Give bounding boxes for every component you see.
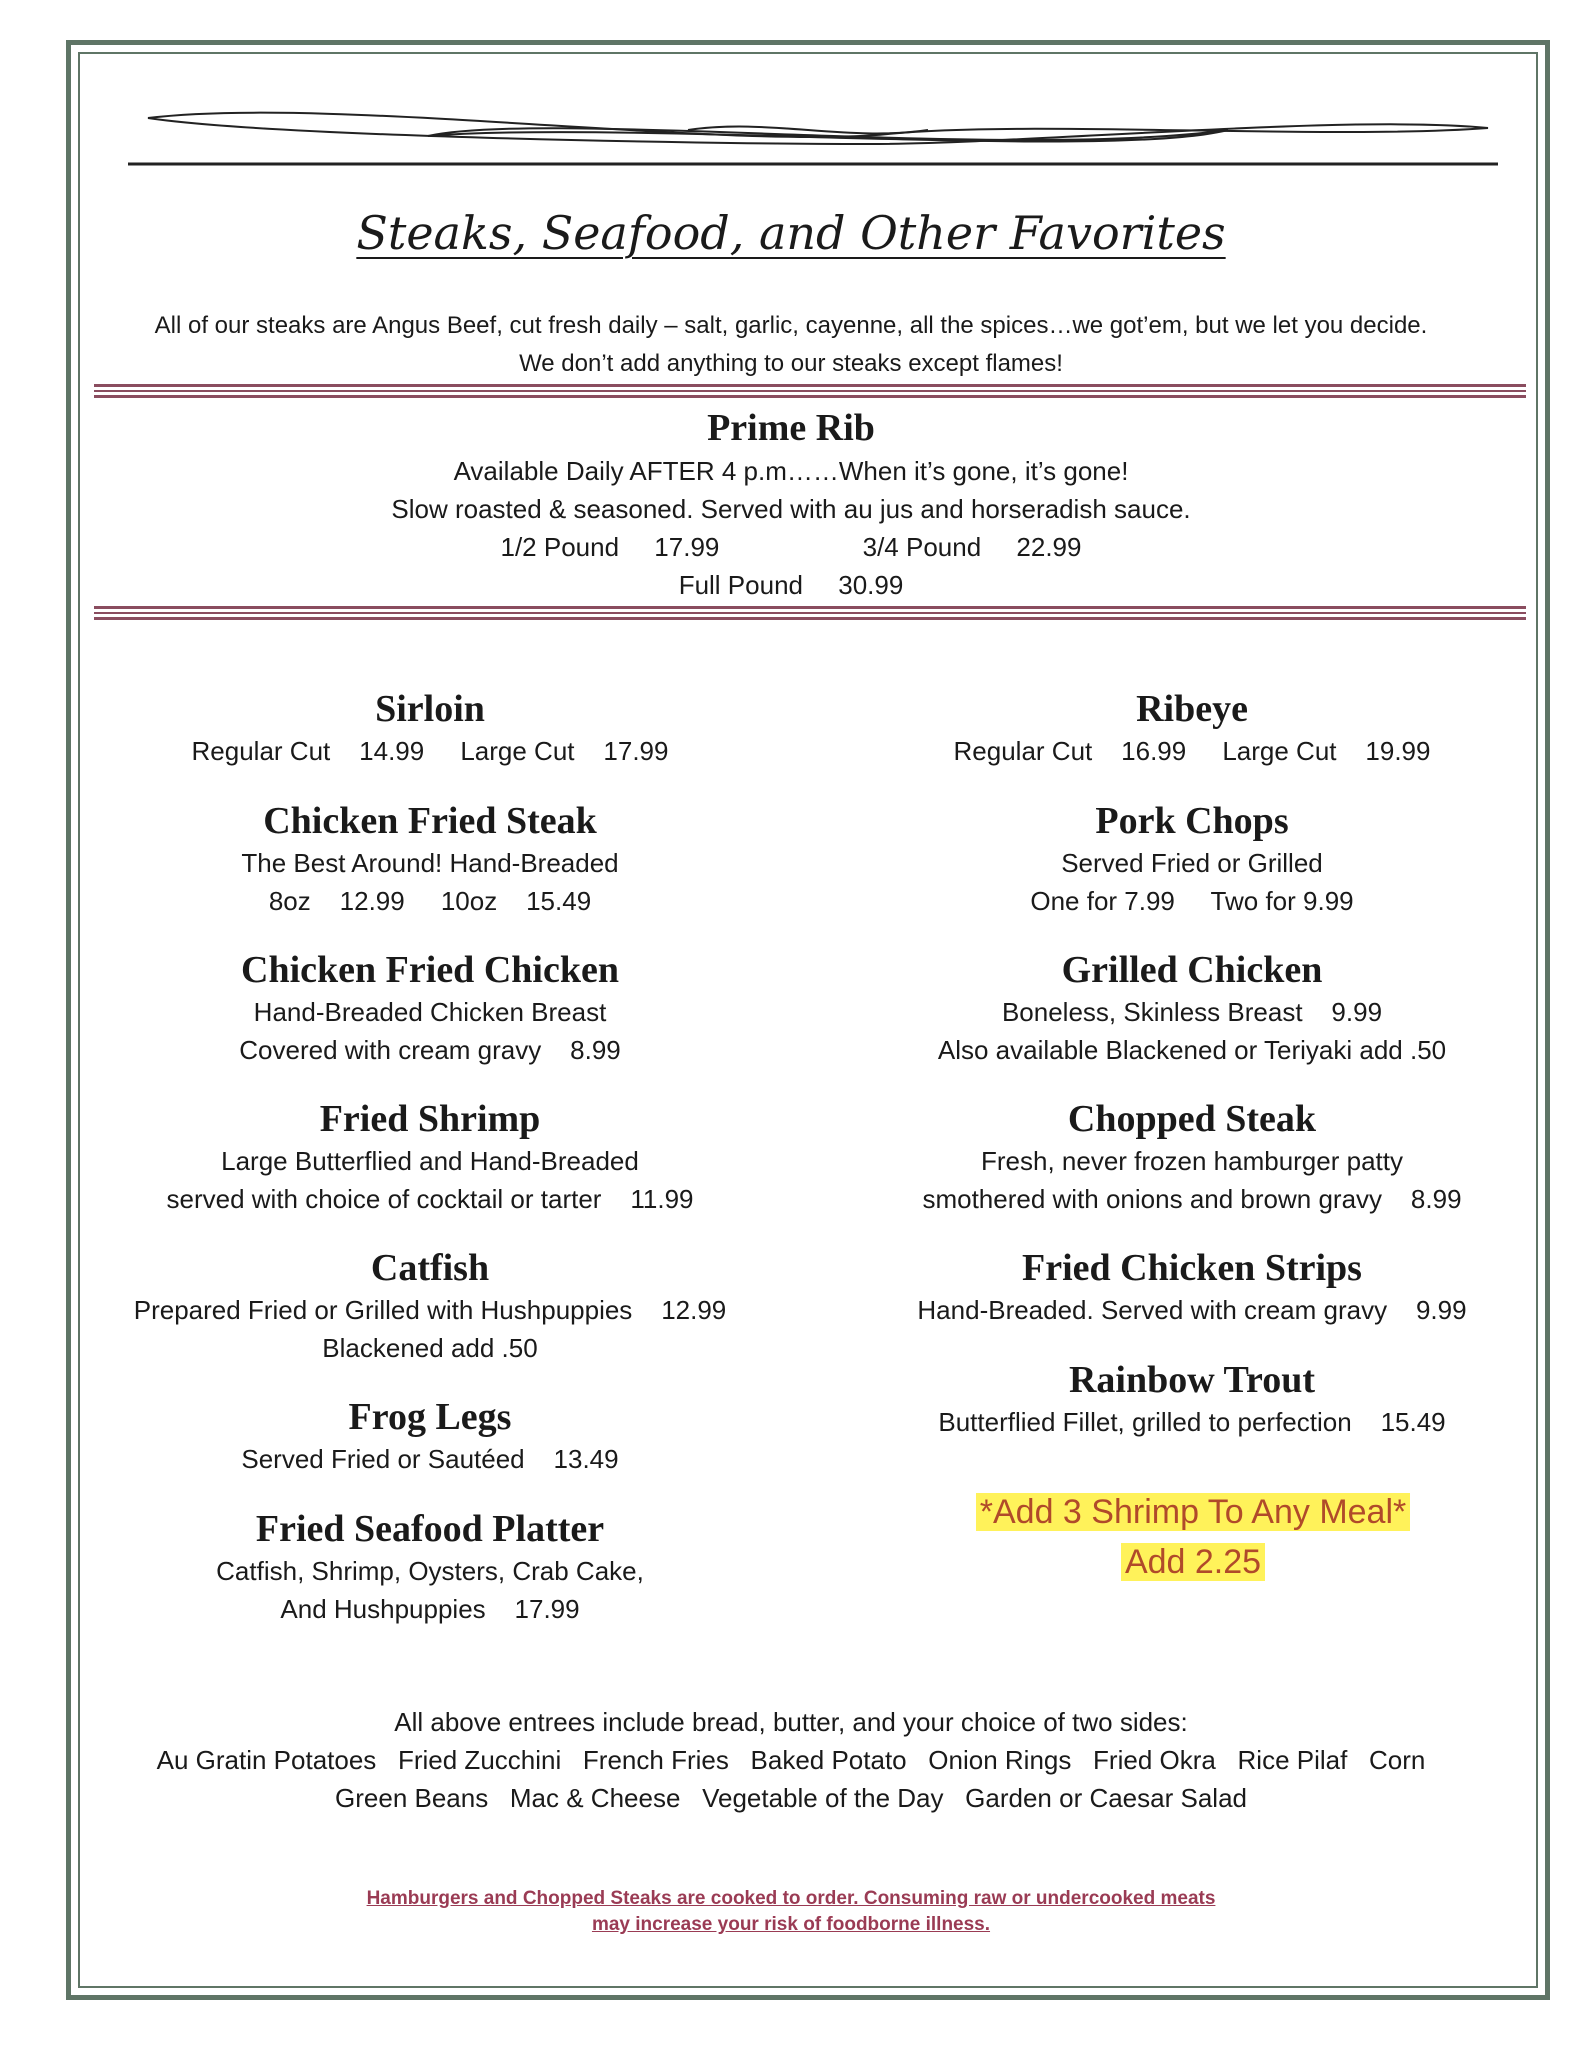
flourish-ornament <box>128 100 1498 172</box>
item-name: Frog Legs <box>348 1396 512 1438</box>
item-line: Served Fried or Sautéed 13.49 <box>241 1444 619 1474</box>
sides-intro: All above entrees include bread, butter, and your choice of two sides: <box>394 1707 1188 1737</box>
prime-rib-name: Prime Rib <box>707 407 875 449</box>
warning-line-2: may increase your risk of foodborne illness. <box>591 1914 991 1935</box>
half-pound-label: 1/2 Pound <box>500 532 620 562</box>
item-line: Also available Blackened or Teriyaki add .50 <box>937 1035 1447 1065</box>
item-name: Chopped Steak <box>1067 1098 1317 1140</box>
item-line: Served Fried or Grilled <box>1061 848 1323 878</box>
prime-rib-line-2: Slow roasted & seasoned. Served with au jus and horseradish sauce. <box>391 494 1191 524</box>
item-line: Prepared Fried or Grilled with Hushpuppies 12.99 <box>133 1295 727 1325</box>
item-name: Fried Chicken Strips <box>1022 1247 1362 1289</box>
item-line: Covered with cream gravy 8.99 <box>239 1035 621 1065</box>
addon-shrimp-line-1 <box>943 1487 1443 1537</box>
addon-shrimp-line-2 <box>943 1537 1443 1587</box>
full-pound-label: Full Pound <box>678 570 803 600</box>
item-line: Large Butterflied and Hand-Breaded <box>221 1146 639 1176</box>
item-name: Chicken Fried Steak <box>263 800 597 842</box>
intro-line-1: All of our steaks are Angus Beef, cut fresh daily – salt, garlic, cayenne, all the spices…we got’em, but we let you decide. <box>154 312 1428 339</box>
item-line: Hand-Breaded Chicken Breast <box>253 997 607 1027</box>
item-line: Butterflied Fillet, grilled to perfection 15.49 <box>938 1407 1446 1437</box>
item-line: Boneless, Skinless Breast 9.99 <box>1001 997 1383 1027</box>
warning-line-1: Hamburgers and Chopped Steaks are cooked to order. Consuming raw or undercooked meats <box>366 1888 1216 1909</box>
addon-shrimp-text: *Add 3 Shrimp To Any Meal* <box>976 1493 1411 1531</box>
item-name: Rainbow Trout <box>1068 1359 1316 1401</box>
item-name: Fried Shrimp <box>319 1098 541 1140</box>
item-line: Regular Cut 16.99 Large Cut 19.99 <box>953 736 1431 766</box>
divider-bottom <box>94 606 1526 620</box>
intro-line-2: We don’t add anything to our steaks except flames! <box>519 350 1063 377</box>
item-line: Blackened add .50 <box>322 1333 538 1363</box>
item-line: Regular Cut 14.99 Large Cut 17.99 <box>191 736 669 766</box>
item-grilled-chicken <box>832 947 1552 1069</box>
item-sirloin <box>70 686 790 770</box>
item-fried-seafood-platter <box>70 1506 790 1628</box>
three-quarter-pound-label: 3/4 Pound <box>862 532 982 562</box>
sides-list-1: Au Gratin Potatoes Fried Zucchini French Fries Baked Potato Onion Rings Fried Okra Rice Pilaf Corn <box>156 1745 1426 1775</box>
item-line: The Best Around! Hand-Breaded <box>241 848 619 878</box>
item-name: Grilled Chicken <box>1061 949 1323 991</box>
item-line: Catfish, Shrimp, Oysters, Crab Cake, <box>216 1556 644 1586</box>
item-line: Fresh, never frozen hamburger patty <box>981 1146 1403 1176</box>
item-name: Catfish <box>370 1247 490 1289</box>
item-catfish <box>70 1245 790 1367</box>
item-chicken-fried-steak <box>70 798 790 920</box>
item-name: Sirloin <box>375 688 485 730</box>
full-pound-price: 30.99 <box>838 570 904 600</box>
item-name: Chicken Fried Chicken <box>241 949 619 991</box>
three-quarter-pound-price: 22.99 <box>1016 532 1082 562</box>
food-safety-warning <box>0 1886 1582 1938</box>
prime-rib-full <box>0 570 1582 601</box>
menu-title: Steaks, Seafood, and Other Favorites <box>356 206 1226 260</box>
item-line: 8oz 12.99 10oz 15.49 <box>268 886 592 916</box>
item-fried-chicken-strips <box>832 1245 1552 1329</box>
item-rainbow-trout <box>832 1357 1552 1441</box>
item-fried-shrimp <box>70 1096 790 1218</box>
divider-top <box>94 384 1526 398</box>
prime-rib-line-1: Available Daily AFTER 4 p.m……When it’s gone, it’s gone! <box>453 456 1129 486</box>
item-ribeye <box>832 686 1552 770</box>
half-pound-price: 17.99 <box>654 532 720 562</box>
item-name: Ribeye <box>1136 688 1248 730</box>
item-chicken-fried-chicken <box>70 947 790 1069</box>
item-line: And Hushpuppies 17.99 <box>280 1594 580 1624</box>
item-frog-legs <box>70 1394 790 1478</box>
item-line: served with choice of cocktail or tarter 11.99 <box>166 1184 694 1214</box>
addon-shrimp-price: Add 2.25 <box>1121 1543 1265 1581</box>
prime-rib-prices <box>0 532 1582 563</box>
item-line: smothered with onions and brown gravy 8.99 <box>922 1184 1462 1214</box>
item-line: Hand-Breaded. Served with cream gravy 9.99 <box>917 1295 1467 1325</box>
item-line: One for 7.99 Two for 9.99 <box>1030 886 1354 916</box>
item-name: Pork Chops <box>1095 800 1289 842</box>
item-name: Fried Seafood Platter <box>255 1508 605 1550</box>
sides-list-2: Green Beans Mac & Cheese Vegetable of the Day Garden or Caesar Salad <box>335 1783 1247 1813</box>
item-chopped-steak <box>832 1096 1552 1218</box>
item-pork-chops <box>832 798 1552 920</box>
